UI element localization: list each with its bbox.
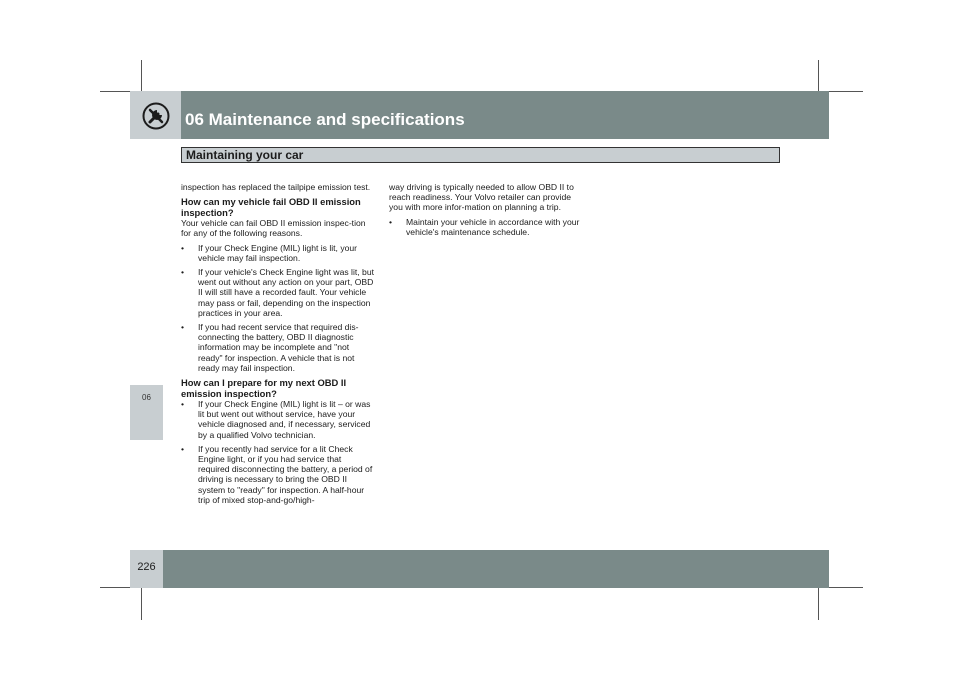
paragraph-fail-reasons: Your vehicle can fail OBD II emission inspec-tion for any of the following reasons. — [181, 218, 366, 239]
section-bar — [181, 147, 780, 163]
right-column — [389, 182, 582, 241]
list-item — [389, 217, 582, 237]
heading-fail-inspection: How can my vehicle fail OBD II emission inspection? — [181, 196, 361, 219]
bullet-icon: • — [181, 322, 185, 333]
section-title: Maintaining your car — [186, 148, 304, 162]
list-item — [181, 399, 374, 440]
crop-mark — [828, 91, 863, 92]
bullet-text: If you recently had service for a lit Check Engine light, or if you had service that required disconnecting the battery, a period of driving is necessary to bring the OBD II system to "ready" for inspection. A half-hour trip of mixed stop-and-go/high- — [198, 443, 373, 505]
bullet-icon: • — [389, 216, 393, 227]
list-item — [181, 267, 374, 318]
bullet-icon: • — [181, 399, 185, 410]
crop-mark — [828, 587, 863, 588]
bullet-text: If your vehicle's Check Engine light was lit, but went out without any action on your part, OBD II will still have a recorded fault. Your vehicle may pass or fail, depending on the inspection practices in your area. — [198, 267, 374, 318]
list-item — [181, 444, 374, 505]
bullet-text: Maintain your vehicle in accordance with your vehicle's maintenance schedule. — [406, 216, 580, 237]
chapter-title: 06 Maintenance and specifications — [185, 110, 465, 129]
list-item — [181, 322, 374, 373]
chapter-side-tab — [130, 385, 163, 440]
side-tab-label: 06 — [142, 393, 151, 402]
bullet-icon: • — [181, 267, 185, 278]
footer-bar — [130, 550, 829, 588]
bullet-text: If you had recent service that required dis-connecting the battery, OBD II diagnostic information may be incomplete and "not ready" for inspection. A vehicle that is not ready may fail inspection. — [198, 322, 359, 373]
intro-paragraph: inspection has replaced the tailpipe emission test. — [181, 182, 371, 192]
bullet-text: If your Check Engine (MIL) light is lit – or was lit but went out without service, have your vehicle diagnosed and, if necessary, serviced by a qualified Volvo technician. — [198, 399, 371, 440]
heading-prepare-inspection: How can I prepare for my next OBD II emission inspection? — [181, 377, 347, 400]
list-item — [181, 243, 374, 263]
bullet-text: If your Check Engine (MIL) light is lit, your vehicle may fail inspection. — [198, 242, 358, 263]
left-column — [181, 182, 374, 509]
continuation-paragraph: way driving is typically needed to allow OBD II to reach readiness. Your Volvo retailer can provide you with more infor-mation on planning a trip. — [389, 182, 574, 213]
bullet-icon: • — [181, 242, 185, 253]
page-number: 226 — [137, 561, 156, 573]
wrench-icon — [142, 102, 170, 130]
bullet-icon: • — [181, 443, 185, 454]
